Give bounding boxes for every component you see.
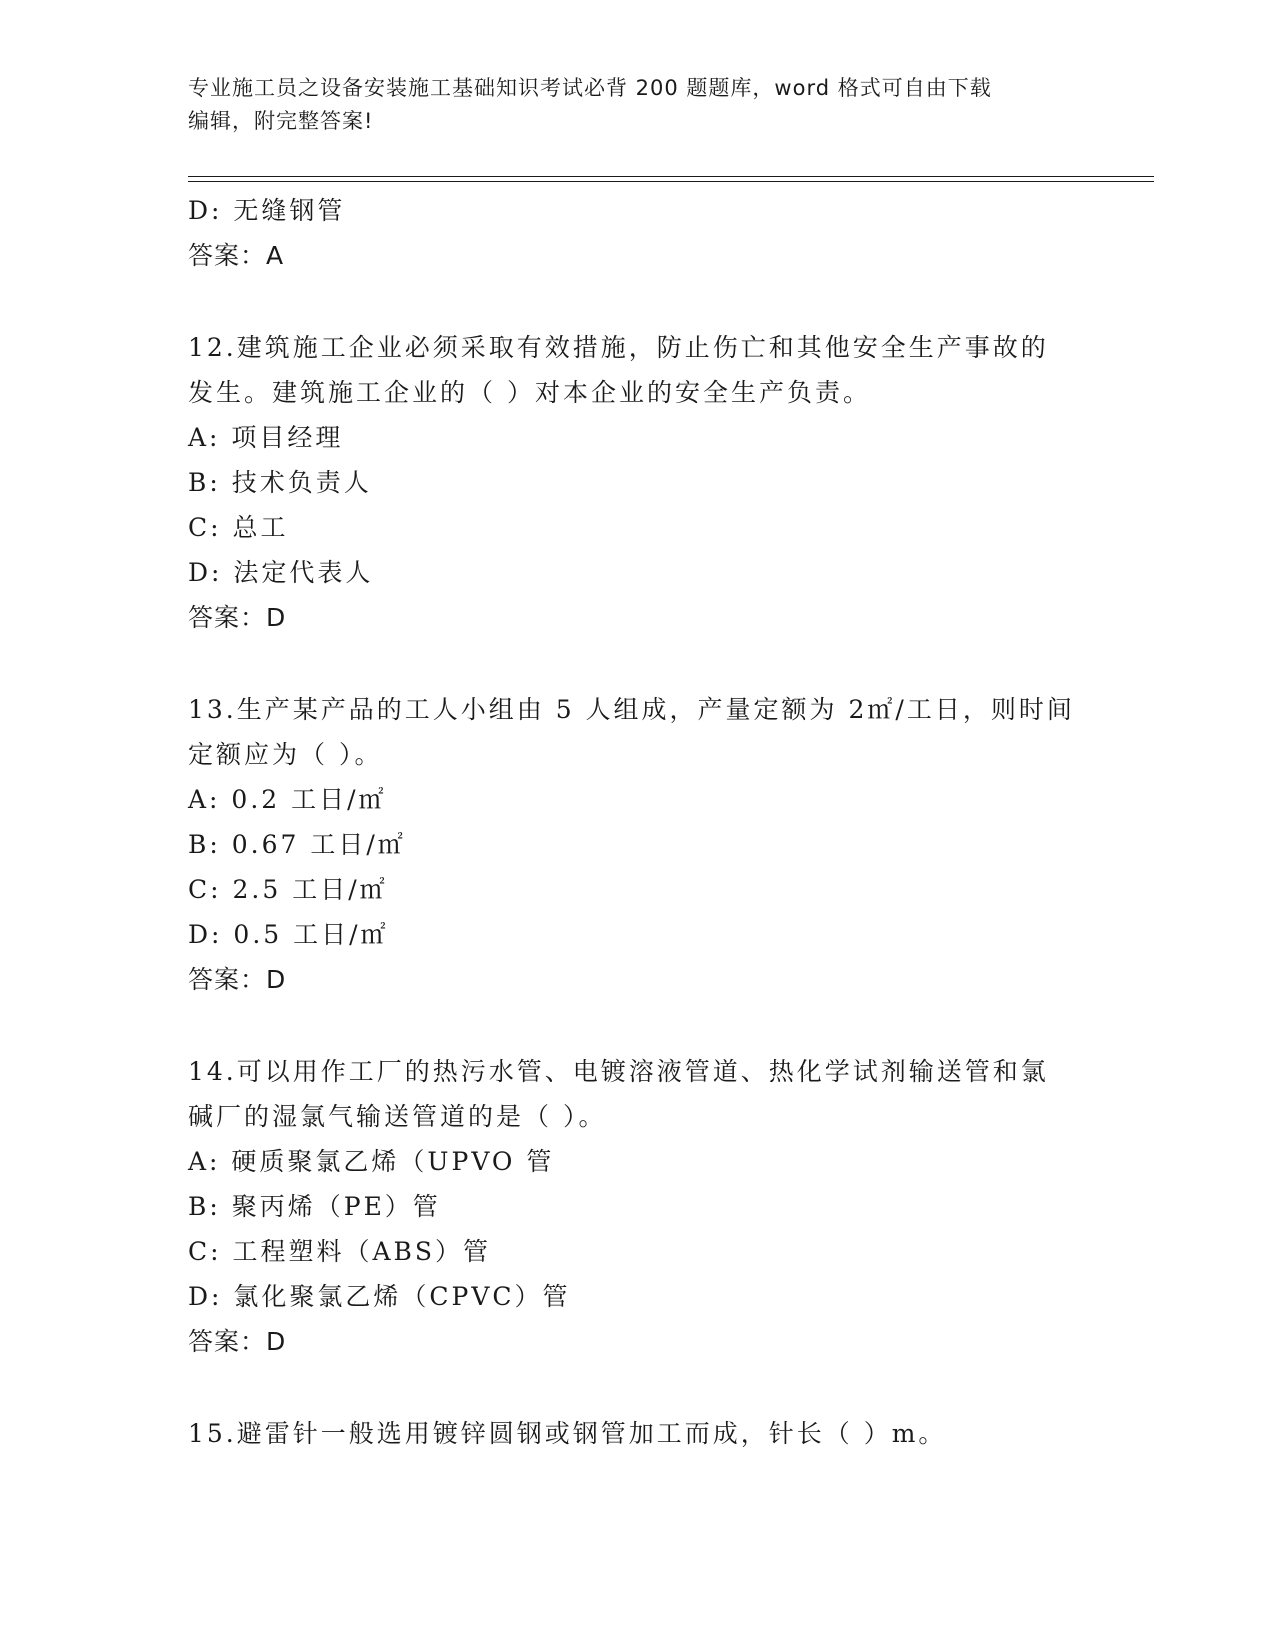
spacer — [188, 1002, 1088, 1049]
question-stem: 13.生产某产品的工人小组由 5 人组成，产量定额为 2㎡/工日，则时间 — [188, 695, 1075, 724]
header-divider-top — [188, 176, 1154, 177]
option-c: C: 2.5 工日/㎡ — [188, 875, 388, 904]
question-13 — [188, 687, 1088, 1002]
answer-label: 答案：D — [188, 965, 287, 994]
option-a: A: 硬质聚氯乙烯（UPVO 管 — [188, 1147, 555, 1176]
question-stem: 发生。建筑施工企业的（ ）对本企业的安全生产负责。 — [188, 378, 871, 407]
answer-label: 答案：D — [188, 1327, 287, 1356]
header-title-line-1: 专业施工员之设备安装施工基础知识考试必背 200 题题库，word 格式可自由下载 — [188, 76, 992, 100]
option-b: B: 聚丙烯（PE）管 — [188, 1192, 441, 1221]
question-stem: 12.建筑施工企业必须采取有效措施，防止伤亡和其他安全生产事故的 — [188, 333, 1049, 362]
option-d: D: 0.5 工日/㎡ — [188, 920, 389, 949]
option-d: D: 无缝钢管 — [188, 196, 346, 225]
option-b: B: 技术负责人 — [188, 468, 372, 497]
option-d: D: 氯化聚氯乙烯（CPVC）管 — [188, 1282, 571, 1311]
question-stem: 定额应为（ ）。 — [188, 740, 383, 769]
spacer — [188, 640, 1088, 687]
document-header — [188, 72, 1088, 138]
header-title-line-2: 编辑，附完整答案! — [188, 109, 374, 133]
question-stem: 碱厂的湿氯气输送管道的是（ ）。 — [188, 1102, 607, 1131]
question-list — [188, 188, 1088, 1456]
question-15 — [188, 1411, 1088, 1456]
question-12 — [188, 325, 1088, 640]
question-14 — [188, 1049, 1088, 1364]
answer-label: 答案：A — [188, 241, 285, 270]
option-c: C: 工程塑料（ABS）管 — [188, 1237, 492, 1266]
answer-label: 答案：D — [188, 603, 287, 632]
option-c: C: 总工 — [188, 513, 289, 542]
question-11-tail — [188, 188, 1088, 278]
option-a: A: 0.2 工日/㎡ — [188, 785, 387, 814]
header-divider-bottom — [188, 181, 1154, 182]
question-stem: 14.可以用作工厂的热污水管、电镀溶液管道、热化学试剂输送管和氯 — [188, 1057, 1049, 1086]
option-b: B: 0.67 工日/㎡ — [188, 830, 406, 859]
spacer — [188, 1364, 1088, 1411]
option-a: A: 项目经理 — [188, 423, 344, 452]
question-stem: 15.避雷针一般选用镀锌圆钢或钢管加工而成，针长（ ）m。 — [188, 1419, 947, 1448]
spacer — [188, 278, 1088, 325]
option-d: D: 法定代表人 — [188, 558, 374, 587]
